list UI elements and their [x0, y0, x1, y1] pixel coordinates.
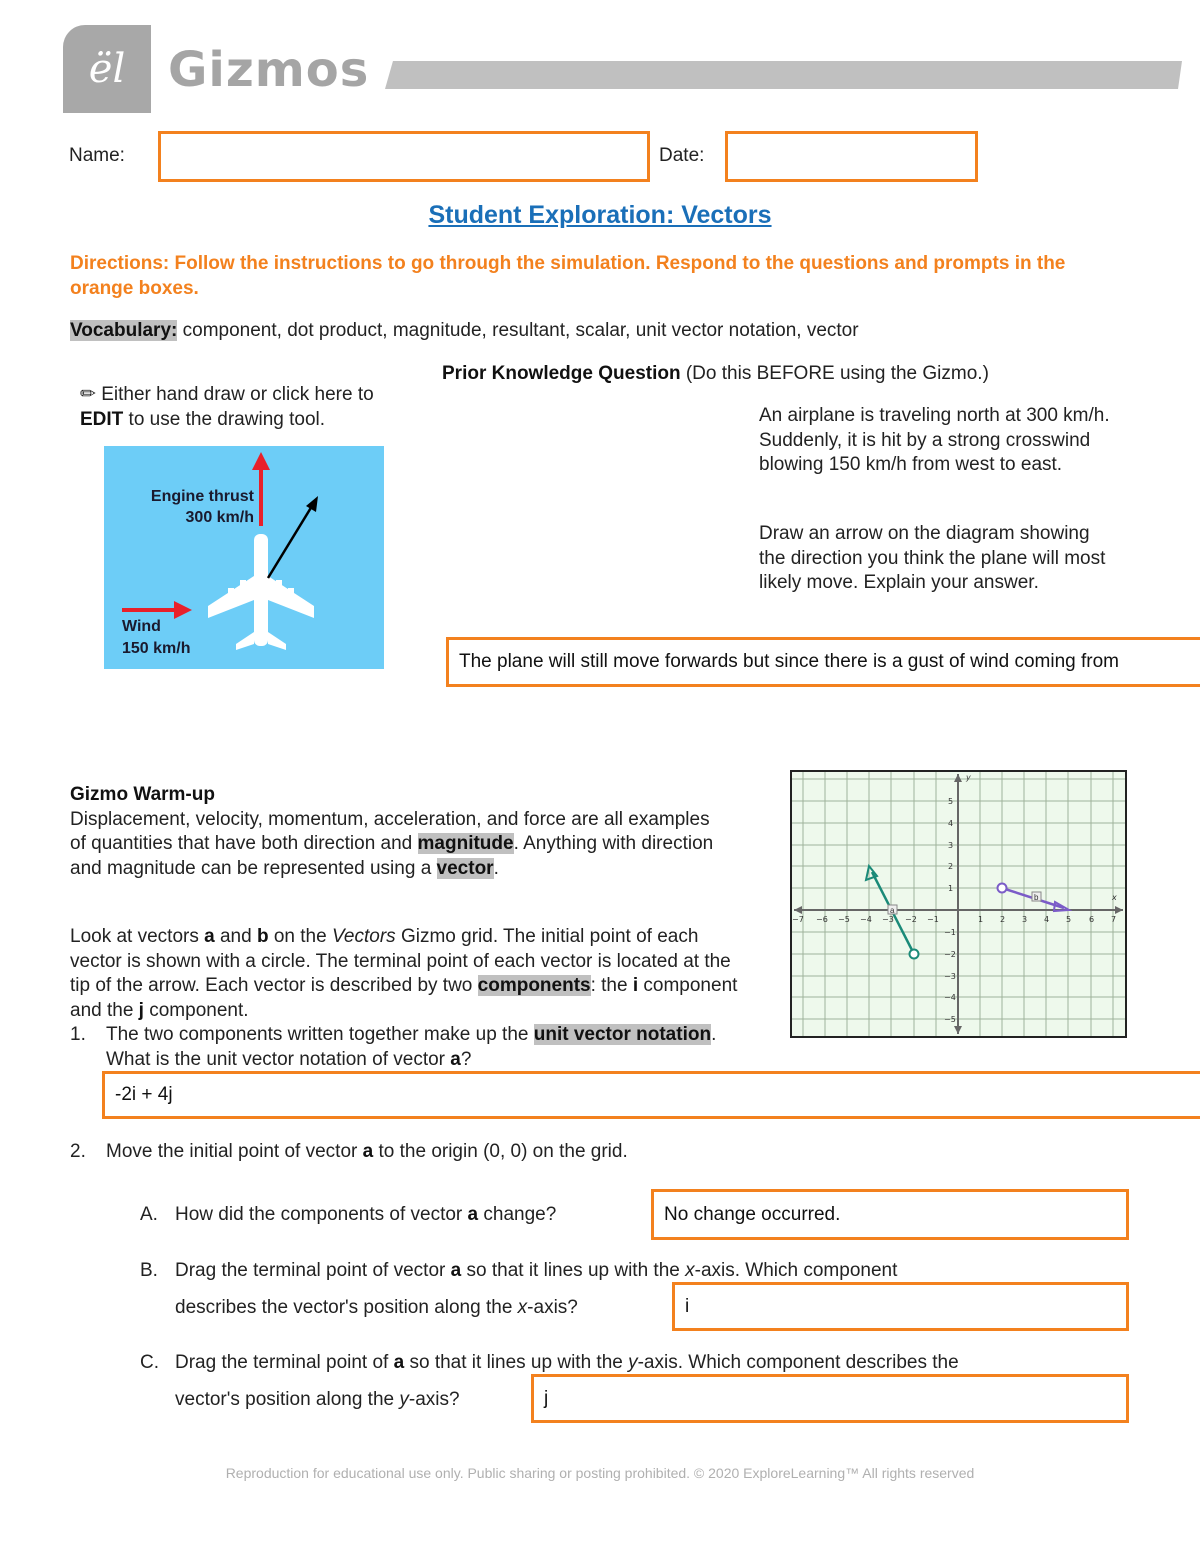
airplane-diagram: [104, 446, 384, 669]
copyright-footer: Reproduction for educational use only. Public sharing or posting prohibited. © 2020 ExploreLearning™ All rights reserved: [225, 1465, 975, 1481]
q2-text: Move the initial point of vector a to the origin (0, 0) on the grid.: [106, 1141, 628, 1162]
svg-text:−5: −5: [944, 1015, 956, 1024]
q2c-letter: C.: [140, 1352, 159, 1373]
warmup-section: Gizmo Warm-up Displacement, velocity, momentum, acceleration, and force are all examples of quantities that have both direction and magnitude. Anything with direction and magnitude can be represented using a vector.: [70, 784, 714, 879]
drawing-hint-text: Either hand draw or click here to: [101, 384, 374, 405]
svg-text:1: 1: [978, 915, 984, 924]
vocabulary-label: Vocabulary:: [70, 320, 178, 341]
vocabulary-line: [70, 319, 1170, 344]
q2a-text: How did the components of vector a change?: [175, 1204, 557, 1225]
svg-text:3: 3: [1022, 915, 1028, 924]
header-bar: [385, 61, 1182, 89]
svg-text:−3: −3: [944, 972, 956, 981]
svg-text:x: x: [1112, 893, 1117, 902]
prior-knowledge-answer-field[interactable]: The plane will still move forwards but since there is a gust of wind coming from: [446, 637, 1200, 687]
svg-text:−3: −3: [882, 915, 894, 924]
q2b-letter: B.: [140, 1260, 158, 1281]
svg-text:b: b: [1034, 893, 1039, 902]
prior-knowledge-prompt: Draw an arrow on the diagram showing the direction you think the plane will most likely move. Explain your answer.: [759, 523, 1106, 593]
svg-text:−5: −5: [838, 915, 850, 924]
q2a-answer-field[interactable]: No change occurred.: [651, 1189, 1129, 1240]
svg-text:7: 7: [1111, 915, 1117, 924]
q2c-text-line2: vector's position along the y-axis?: [175, 1389, 460, 1410]
svg-text:−1: −1: [927, 915, 939, 924]
svg-text:−6: −6: [816, 915, 828, 924]
svg-text:4: 4: [948, 819, 954, 828]
directions-text: Directions: Follow the instructions to go through the simulation. Respond to the questions and prompts in the orange boxes.: [70, 253, 1066, 299]
q2b-text-line2: describes the vector's position along the x-axis?: [175, 1297, 578, 1318]
drawing-hint-text-end: to use the drawing tool.: [123, 408, 326, 430]
explorelearning-logo-icon: ël: [88, 46, 126, 92]
svg-text:3: 3: [948, 841, 954, 850]
svg-text:6: 6: [1089, 915, 1095, 924]
q2-number: 2.: [70, 1141, 86, 1162]
q1-number: 1.: [70, 1024, 86, 1045]
svg-text:a: a: [890, 906, 895, 915]
wind-label: Wind 150 km/h: [122, 618, 191, 657]
svg-text:5: 5: [948, 797, 954, 806]
vectors-gizmo-grid: [790, 770, 1127, 1038]
svg-text:2: 2: [948, 862, 954, 871]
svg-text:4: 4: [1044, 915, 1050, 924]
drawing-hint[interactable]: [80, 383, 400, 432]
warmup-heading: Gizmo Warm-up: [70, 784, 215, 805]
vocabulary-terms: component, dot product, magnitude, resultant, scalar, unit vector notation, vector: [182, 320, 859, 341]
page-title: Student Exploration: Vectors: [428, 201, 772, 229]
svg-text:−7: −7: [792, 915, 804, 924]
prior-knowledge-scenario: An airplane is traveling north at 300 km/h. Suddenly, it is hit by a strong crosswind blowing 150 km/h from west to east.: [759, 405, 1110, 475]
name-label: Name:: [69, 145, 125, 166]
svg-text:1: 1: [948, 884, 954, 893]
gizmos-logo-text: Gizmos: [168, 42, 370, 98]
q1-text: The two components written together make up the unit vector notation. What is the unit vector notation of vector a?: [106, 1024, 717, 1070]
pencil-icon: ✏: [80, 384, 96, 405]
edit-link[interactable]: EDIT: [80, 408, 124, 430]
q2b-answer-field[interactable]: i: [672, 1282, 1129, 1331]
coordinate-grid: [792, 772, 1125, 1036]
q2c-answer-field[interactable]: j: [531, 1374, 1129, 1423]
warmup-instructions: Look at vectors a and b on the Vectors Gizmo grid. The initial point of each vector is shown with a circle. The terminal point of each vector is located at the tip of the arrow. Each vector is described by two components: the i component and the j component.: [70, 926, 738, 1021]
svg-text:−2: −2: [944, 950, 956, 959]
svg-text:5: 5: [1066, 915, 1072, 924]
q2b-text: Drag the terminal point of vector a so that it lines up with the x-axis. Which component: [175, 1260, 898, 1281]
svg-text:−4: −4: [944, 993, 956, 1002]
q1-answer-field[interactable]: -2i + 4j: [102, 1071, 1200, 1119]
q2c-text: Drag the terminal point of a so that it lines up with the y-axis. Which component describes the: [175, 1352, 959, 1373]
svg-text:−4: −4: [860, 915, 872, 924]
q2a-letter: A.: [140, 1204, 158, 1225]
svg-text:−1: −1: [944, 928, 956, 937]
svg-text:2: 2: [1000, 915, 1006, 924]
date-label: Date:: [659, 145, 705, 166]
svg-text:y: y: [966, 773, 971, 782]
date-field[interactable]: [725, 131, 978, 182]
svg-text:−2: −2: [905, 915, 917, 924]
name-field[interactable]: [158, 131, 650, 182]
prior-knowledge-heading: Prior Knowledge Question (Do this BEFORE using the Gizmo.): [442, 363, 989, 384]
engine-thrust-label: Engine thrust 300 km/h: [150, 488, 254, 526]
